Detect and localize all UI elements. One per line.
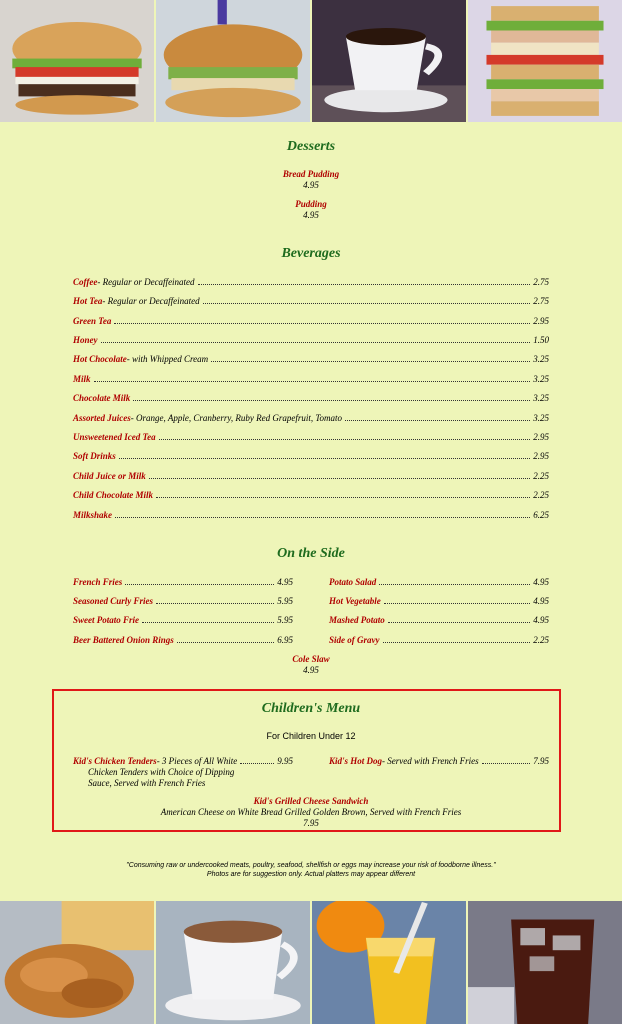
kids-item-price: 7.95 (533, 756, 549, 766)
beverage-name: Milk (73, 374, 91, 384)
leader-dots (388, 614, 530, 623)
beverage-price: 6.25 (533, 510, 549, 520)
beverage-price: 2.95 (533, 432, 549, 442)
beverage-row (73, 450, 549, 462)
side-name: Hot Vegetable (329, 596, 381, 606)
childrens-menu-subtitle: For Children Under 12 (266, 731, 356, 741)
beverage-name: Soft Drinks (73, 451, 116, 461)
side-row (329, 595, 549, 607)
beverage-price: 2.25 (533, 471, 549, 481)
beverage-name: Coffee (73, 277, 98, 287)
kids-grilled-cheese-item (0, 796, 622, 829)
beverage-name: Unsweetened Iced Tea (73, 432, 156, 442)
leader-dots (384, 595, 531, 604)
side-row (73, 634, 293, 646)
beverage-row (73, 315, 549, 327)
croissant-sandwich-photo (156, 0, 312, 122)
beverage-row (73, 489, 549, 501)
dessert-item (0, 199, 622, 221)
dessert-name: Bread Pudding (282, 169, 340, 179)
leader-dots (94, 373, 531, 382)
beverage-price: 2.95 (533, 316, 549, 326)
beverage-price: 3.25 (533, 413, 549, 423)
side-price: 5.95 (277, 596, 293, 606)
side-row (329, 634, 549, 646)
orange-juice-photo (312, 901, 468, 1024)
beverages-title: Beverages (281, 246, 341, 261)
side-name: Mashed Potato (329, 615, 385, 625)
kids-item-desc: - 3 Pieces of All White (156, 756, 238, 766)
beverage-price: 2.95 (533, 451, 549, 461)
beverage-desc: - with Whipped Cream (126, 354, 209, 364)
beverage-row (73, 353, 549, 365)
leader-dots (156, 489, 530, 498)
leader-dots (149, 470, 530, 479)
beverage-row (73, 276, 549, 288)
dessert-name: Pudding (295, 199, 327, 209)
kids-item-note: Sauce, Served with French Fries (88, 778, 206, 788)
side-row (73, 576, 293, 588)
side-name: Seasoned Curly Fries (73, 596, 154, 606)
side-row (73, 614, 293, 626)
leader-dots (101, 334, 531, 343)
side-price: 4.95 (533, 577, 549, 587)
beverage-row (73, 373, 549, 385)
beverage-row (73, 392, 549, 404)
leader-dots (345, 412, 530, 421)
kids-item-note: Chicken Tenders with Choice of Dipping (88, 767, 235, 777)
beverage-name: Green Tea (73, 316, 112, 326)
side-name: Sweet Potato Frie (73, 615, 139, 625)
beverage-name: Honey (73, 335, 98, 345)
side-row (73, 595, 293, 607)
leader-dots (482, 755, 531, 764)
beverage-name: Hot Chocolate (73, 354, 127, 364)
beverage-name: Hot Tea (73, 296, 103, 306)
beverage-row (73, 334, 549, 346)
kids-item-price: 7.95 (303, 818, 319, 828)
beverage-price: 3.25 (533, 374, 549, 384)
dessert-price: 4.95 (303, 210, 319, 220)
leader-dots (379, 576, 530, 585)
beverage-row (73, 412, 549, 424)
childrens-menu-title: Children's Menu (261, 701, 361, 716)
leader-dots (114, 315, 530, 324)
side-price: 4.95 (303, 665, 319, 675)
side-price: 5.95 (277, 615, 293, 625)
kids-item-row (73, 755, 293, 767)
beverage-price: 2.25 (533, 490, 549, 500)
leader-dots (142, 614, 274, 623)
kids-item-price: 9.95 (277, 756, 293, 766)
side-name: Side of Gravy (329, 635, 380, 645)
kids-item-name: Kid's Chicken Tenders (73, 756, 157, 766)
beverage-price: 3.25 (533, 354, 549, 364)
leader-dots (159, 431, 531, 440)
side-row (329, 614, 549, 626)
kids-item-desc: American Cheese on White Bread Grilled Golden Brown, Served with French Fries (160, 807, 462, 817)
side-center-item (0, 654, 622, 676)
leader-dots (125, 576, 274, 585)
beverage-desc: - Regular or Decaffeinated (102, 296, 200, 306)
kids-item-desc: - Served with French Fries (382, 756, 479, 766)
beverage-price: 2.75 (533, 277, 549, 287)
leader-dots (133, 392, 530, 401)
leader-dots (383, 634, 531, 643)
desserts-title: Desserts (286, 139, 336, 154)
beverage-row (73, 295, 549, 307)
side-name: Beer Battered Onion Rings (73, 635, 174, 645)
kids-item-name: Kid's Hot Dog (329, 756, 383, 766)
sides-title: On the Side (277, 546, 345, 561)
side-price: 4.95 (533, 596, 549, 606)
hot-chocolate-photo (156, 901, 312, 1024)
side-name: French Fries (73, 577, 123, 587)
fried-chicken-photo (0, 901, 156, 1024)
leader-dots (203, 295, 531, 304)
side-price: 2.25 (533, 635, 549, 645)
kids-item-row (329, 755, 549, 767)
beverage-price: 2.75 (533, 296, 549, 306)
beverage-name: Child Juice or Milk (73, 471, 146, 481)
beverage-name: Assorted Juices (73, 413, 131, 423)
beverage-name: Milkshake (73, 510, 113, 520)
leader-dots (115, 509, 530, 518)
beverage-row (73, 431, 549, 443)
burger-photo (0, 0, 156, 122)
photo-disclaimer: Photos are for suggestion only. Actual platters may appear different (206, 871, 416, 878)
beverage-price: 1.50 (533, 335, 549, 345)
side-name: Cole Slaw (292, 654, 330, 664)
iced-cola-photo (468, 901, 622, 1024)
beverage-name: Child Chocolate Milk (73, 490, 154, 500)
side-price: 6.95 (277, 635, 293, 645)
bottom-photo-strip (0, 901, 622, 1024)
beverage-row (73, 509, 549, 521)
leader-dots (240, 755, 274, 764)
leader-dots (198, 276, 531, 285)
beverage-desc: - Regular or Decaffeinated (97, 277, 195, 287)
kids-item-name: Kid's Grilled Cheese Sandwich (253, 796, 369, 806)
beverage-row (73, 470, 549, 482)
side-price: 4.95 (533, 615, 549, 625)
top-photo-strip (0, 0, 622, 122)
coffee-cup-photo (312, 0, 468, 122)
beverage-desc: - Orange, Apple, Cranberry, Ruby Red Grapefruit, Tomato (130, 413, 343, 423)
leader-dots (156, 595, 274, 604)
club-sandwich-photo (468, 0, 622, 122)
side-name: Potato Salad (329, 577, 377, 587)
leader-dots (119, 450, 530, 459)
dessert-price: 4.95 (303, 180, 319, 190)
side-price: 4.95 (277, 577, 293, 587)
leader-dots (177, 634, 274, 643)
beverage-name: Chocolate Milk (73, 393, 131, 403)
beverage-price: 3.25 (533, 393, 549, 403)
food-safety-disclaimer: "Consuming raw or undercooked meats, poultry, seafood, shellfish or eggs may increase your risk of foodborne illness." (126, 862, 496, 869)
dessert-item (0, 169, 622, 191)
side-row (329, 576, 549, 588)
leader-dots (211, 353, 530, 362)
